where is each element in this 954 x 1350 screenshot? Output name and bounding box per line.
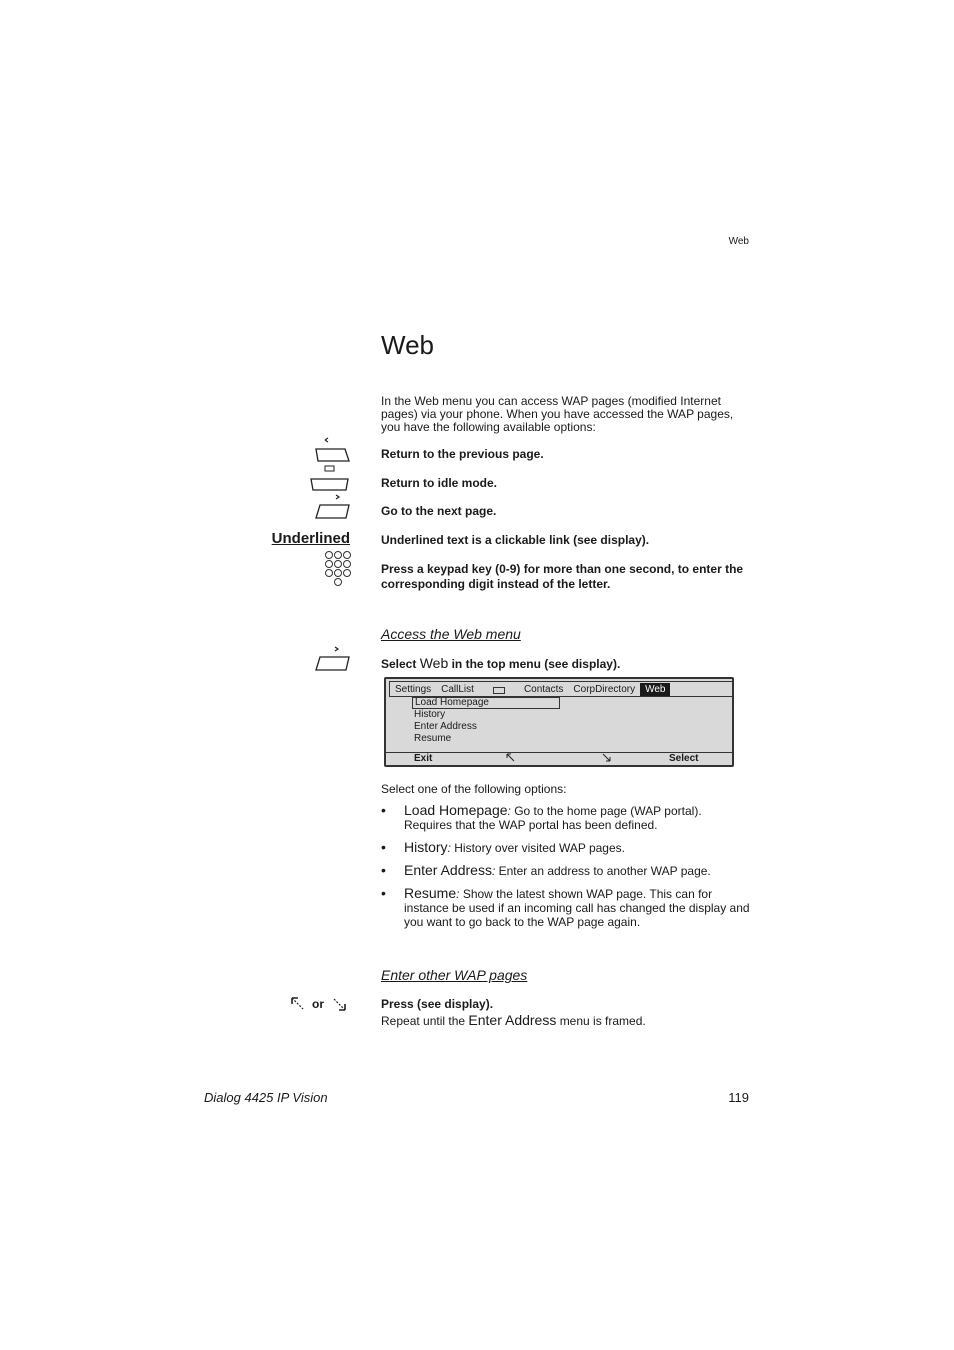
tab-calllist[interactable]: CallList xyxy=(441,683,474,695)
display-menu-list xyxy=(412,697,560,745)
option-load-homepage: • Load Homepage: Go to the home page (WAP portal). Requires that the WAP portal has been defined. xyxy=(381,803,751,832)
tab-web[interactable]: Web xyxy=(640,683,670,696)
exit-softkey[interactable]: Exit xyxy=(414,753,433,764)
select-web-text: Select Web in the top menu (see display). xyxy=(381,655,621,671)
tab-settings[interactable]: Settings xyxy=(395,683,432,695)
option-enter-address: • Enter Address: Enter an address to another WAP page. xyxy=(381,863,751,878)
menu-item-load-homepage[interactable]: Load Homepage xyxy=(412,697,560,709)
keypad-icon xyxy=(325,551,351,586)
page-title: Web xyxy=(381,330,434,360)
idle-mode-text: Return to idle mode. xyxy=(381,476,498,490)
press-text: Press (see display). xyxy=(381,997,494,1011)
previous-page-text: Return to the previous page. xyxy=(381,447,544,461)
footer-product-name: Dialog 4425 IP Vision xyxy=(204,1090,328,1105)
options-intro: Select one of the following options: xyxy=(381,782,567,796)
underlined-label: Underlined xyxy=(271,530,350,547)
underlined-text: Underlined text is a clickable link (see display). xyxy=(381,533,650,547)
right-arrow-softkey-icon xyxy=(313,644,353,679)
next-page-text: Go to the next page. xyxy=(381,504,497,518)
display-tab-bar xyxy=(389,681,733,697)
running-head: Web xyxy=(728,236,749,247)
page-number: 119 xyxy=(728,1090,749,1105)
keypad-text: Press a keypad key (0-9) for more than one second, to enter the corresponding digit instead of the letter. xyxy=(381,562,744,591)
menu-item-history[interactable]: History xyxy=(414,709,446,720)
navigate-up-left-icon xyxy=(290,996,306,1017)
enter-wap-pages-heading: Enter other WAP pages xyxy=(381,967,528,983)
display-softkey-bar xyxy=(386,752,732,765)
arrow-up-left-icon[interactable] xyxy=(506,753,516,767)
access-web-menu-heading: Access the Web menu xyxy=(381,626,521,642)
tab-contacts[interactable]: Contacts xyxy=(523,683,564,695)
or-label: or xyxy=(312,997,324,1011)
option-history: • History: History over visited WAP pages. xyxy=(381,840,751,855)
menu-item-enter-address[interactable]: Enter Address xyxy=(414,721,477,732)
left-arrow-softkey-icon xyxy=(313,434,353,479)
menu-item-resume[interactable]: Resume xyxy=(414,733,452,744)
repeat-text: Repeat until the Enter Address menu is framed. xyxy=(381,1012,646,1028)
tab-phone-icon xyxy=(493,687,505,694)
options-list xyxy=(381,803,751,937)
right-arrow-softkey-icon xyxy=(313,503,353,528)
tab-corpdirectory[interactable]: CorpDirectory xyxy=(573,683,636,695)
option-resume: • Resume: Show the latest shown WAP page. This can for instance be used if an incoming call has changed the display and you want to go back to the WAP page again. xyxy=(381,886,751,929)
select-softkey[interactable]: Select xyxy=(669,753,699,764)
arrow-down-right-icon[interactable] xyxy=(602,753,612,767)
intro-paragraph: In the Web menu you can access WAP pages (modified Internet pages) via your phone. When you have accessed the WAP pages, you have the following available options: xyxy=(381,394,734,434)
phone-display xyxy=(384,677,734,767)
navigate-down-right-icon xyxy=(331,996,347,1017)
